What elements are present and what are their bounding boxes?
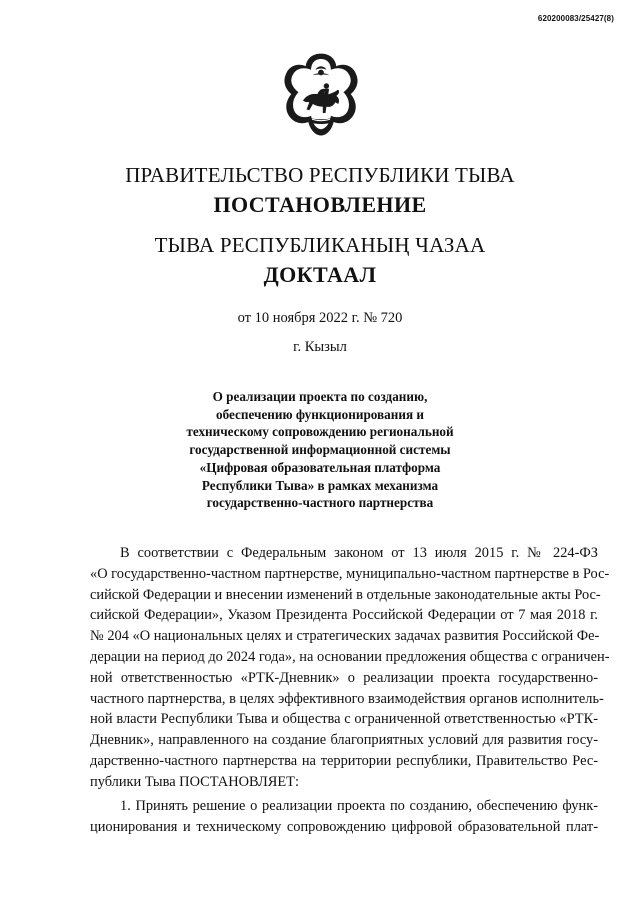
- body-paragraph-preamble: [90, 543, 610, 793]
- body-line: 1. Принять решение о реализации проекта по созданию, обеспечению функ-: [120, 798, 598, 814]
- body-line: № 204 «О национальных целях и стратегических задачах развития Российской Фе-: [90, 628, 600, 645]
- body-line: дарственно-частного партнерства на территории республики, Правительство Рес-: [90, 752, 598, 769]
- government-title-tyv: ТЫВА РЕСПУБЛИКАНЫҢ ЧАЗАА: [154, 233, 486, 257]
- body-line: публики Тыва ПОСТАНОВЛЯЕТ:: [90, 773, 299, 790]
- document-subject: [160, 388, 480, 512]
- resolution-title-tyv: ДОКТААЛ: [263, 262, 377, 287]
- document-city: г. Кызыл: [293, 339, 347, 355]
- body-line: частного партнерства, в целях эффективного взаимодействия органов исполнитель-: [90, 690, 604, 707]
- body-line: ционирования и техническому сопровождению цифровой образовательной плат-: [90, 818, 598, 835]
- subject-line: государственной информационной системы: [189, 442, 451, 458]
- body-line: Дневник», направленного на создание благоприятных условий для развития госу-: [90, 732, 598, 749]
- document-number: 620200083/25427(8): [537, 14, 614, 23]
- subject-line: О реализации проекта по созданию,: [212, 389, 428, 404]
- body-paragraph-item-1: [90, 796, 598, 838]
- body-line: дерации на период до 2024 года», на основании предложения общества с ограничен-: [90, 648, 610, 665]
- body-line: В соответствии с Федеральным законом от 13 июля 2015 г. № 224-ФЗ: [120, 545, 598, 561]
- body-line: «О государственно-частном партнерстве, муниципально-частном партнерстве в Рос-: [90, 565, 610, 582]
- body-line: сийской Федерации», Указом Президента Российской Федерации от 7 мая 2018 г.: [90, 607, 598, 624]
- body-line: ной власти Республики Тыва и общества с ограниченной ответственностью «РТК-: [90, 711, 598, 728]
- resolution-title-ru: ПОСТАНОВЛЕНИЕ: [213, 192, 427, 217]
- government-title-ru: ПРАВИТЕЛЬСТВО РЕСПУБЛИКИ ТЫВА: [125, 163, 515, 187]
- body-line: сийской Федерации и внесении изменений в отдельные законодательные акты Рос-: [90, 586, 601, 603]
- subject-line: техническому сопровождению региональной: [186, 424, 454, 440]
- subject-line: «Цифровая образовательная платформа: [199, 459, 441, 475]
- subject-line: государственно-частного партнерства: [206, 495, 434, 511]
- document-date-number: от 10 ноября 2022 г. № 720: [237, 310, 403, 326]
- tuva-coat-of-arms-icon: [276, 49, 366, 141]
- body-line: ной ответственностью «РТК-Дневник» о реализации проекта государственно-: [90, 669, 598, 686]
- subject-line: Республики Тыва» в рамках механизма: [201, 477, 439, 493]
- subject-line: обеспечению функционирования и: [216, 406, 424, 422]
